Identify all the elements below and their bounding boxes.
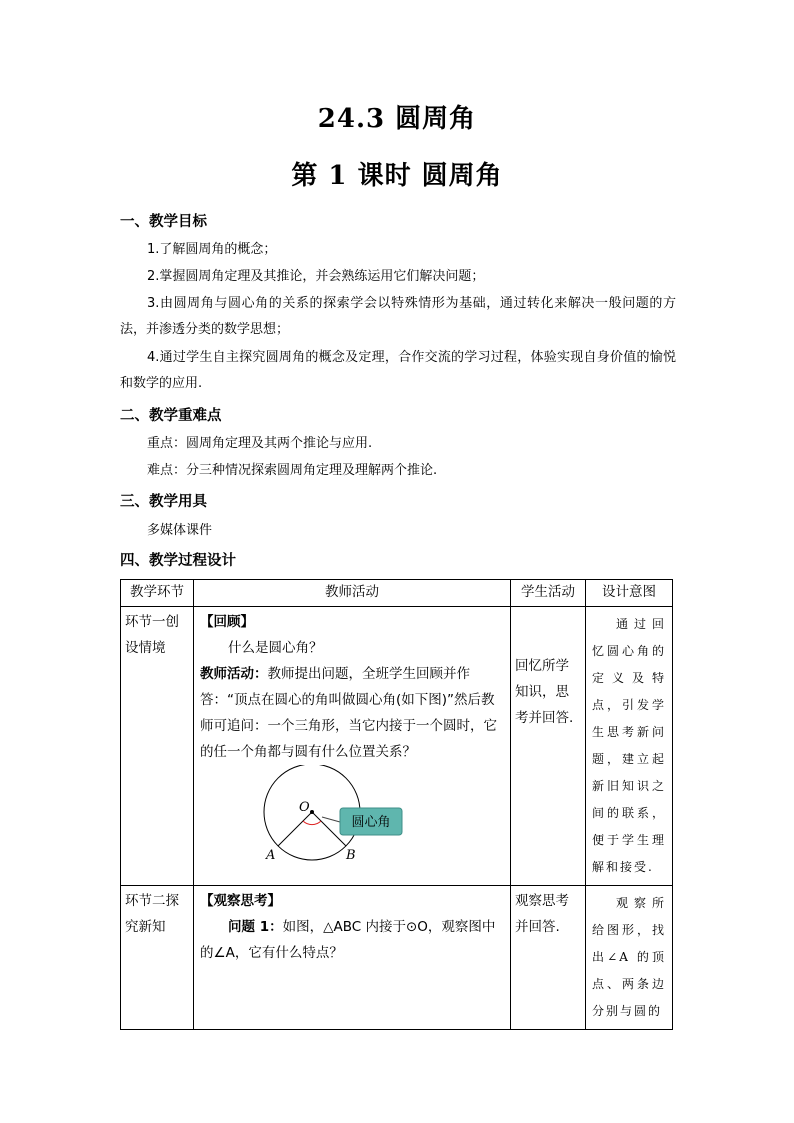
student-cell xyxy=(511,607,586,886)
teacher-cell xyxy=(194,607,511,886)
difficulty-text: 难点：分三种情况探索圆周角定理及理解两个推论. xyxy=(147,463,438,478)
center-point xyxy=(310,810,314,814)
table-row xyxy=(121,886,673,1030)
student-cell: 观察思考并回答. xyxy=(511,886,586,1030)
observe-tag: 【观察思考】 xyxy=(200,893,281,909)
teacher-activity xyxy=(200,661,504,765)
point-b-label: B xyxy=(346,848,356,863)
student-text: 回忆所学知识，思考并回答. xyxy=(515,658,574,726)
review-tag: 【回顾】 xyxy=(200,614,254,630)
intent-cell: 通过回忆圆心角的定义及特点，引发学生思考新问题，建立起新旧知识之间的联系，便于学生理解和接受. xyxy=(586,607,673,886)
section-heading-process: 四、教学过程设计 xyxy=(120,553,236,569)
section-heading-key-points: 二、教学重难点 xyxy=(120,408,222,424)
question-1 xyxy=(200,914,504,966)
page-title: 24.3 圆周角 xyxy=(317,104,477,134)
objective-item-2: 2.掌握圆周角定理及其推论，并会熟练运用它们解决问题； xyxy=(147,269,485,284)
question-1-label: 问题 1： xyxy=(228,919,283,935)
process-table xyxy=(120,579,673,1030)
header-teacher: 教师活动 xyxy=(194,580,511,607)
intent-cell: 观察所给图形，找出∠A 的顶点、两条边分别与圆的 xyxy=(586,886,673,1030)
review-question: 什么是圆心角？ xyxy=(228,640,323,656)
header-stage: 教学环节 xyxy=(121,580,194,607)
table-row xyxy=(121,607,673,886)
stage-cell: 环节二探究新知 xyxy=(121,886,194,1030)
page-subtitle: 第 1 课时 圆周角 xyxy=(291,161,503,191)
objective-item-1: 1.了解圆周角的概念； xyxy=(147,242,277,257)
objective-item-3: 3.由圆周角与圆心角的关系的探索学会以特殊情形为基础，通过转化来解决一般问题的方法，并渗透分类的数学思想； xyxy=(120,296,676,337)
header-intent: 设计意图 xyxy=(586,580,673,607)
activity-text: 教师提出问题，全班学生回顾并作答：“顶点在圆心的角叫做圆心角(如下图)”然后教师可追问：一个三角形，当它内接于一个圆时，它的任一个角都与圆有什么位置关系？ xyxy=(200,666,497,760)
stage-cell: 环节一创设情境 xyxy=(121,607,194,886)
table-header-row xyxy=(121,580,673,607)
callout-pointer xyxy=(322,817,340,822)
section-heading-tools: 三、教学用具 xyxy=(120,494,207,510)
radius-oa xyxy=(278,812,312,846)
question-1-text: 如图，△ABC 内接于⊙O，观察图中的∠A，它有什么特点？ xyxy=(200,919,496,961)
point-a-label: A xyxy=(266,848,276,863)
angle-arc xyxy=(303,821,321,825)
activity-label: 教师活动： xyxy=(200,666,268,682)
header-student: 学生活动 xyxy=(511,580,586,607)
section-heading-objectives: 一、教学目标 xyxy=(120,214,207,230)
key-point-text: 重点：圆周角定理及其两个推论与应用. xyxy=(147,436,373,451)
objective-item-4: 4.通过学生自主探究圆周角的概念及定理，合作交流的学习过程，体验实现自身价值的愉悦和数学的应用. xyxy=(120,350,676,391)
callout-label: 圆心角 xyxy=(351,815,391,830)
point-o-label: O xyxy=(299,800,310,815)
tools-text: 多媒体课件 xyxy=(147,523,213,538)
central-angle-figure xyxy=(200,765,500,863)
teacher-cell xyxy=(194,886,511,1030)
